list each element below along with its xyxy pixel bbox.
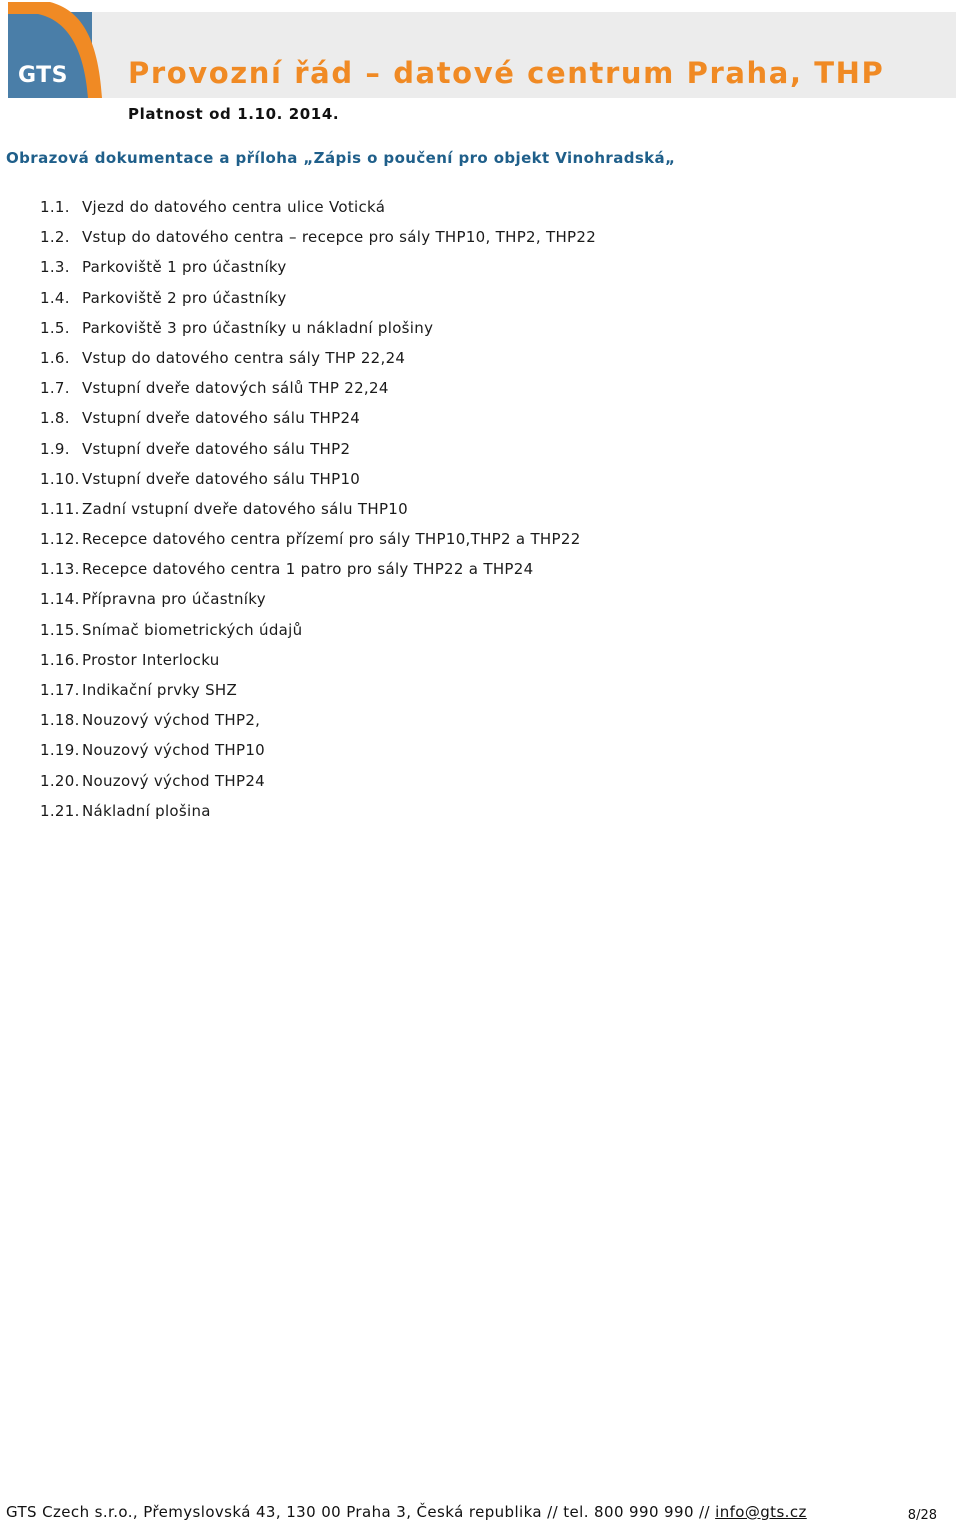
toc-item <box>40 258 596 288</box>
toc-text: Vstupní dveře datového sálu THP24 <box>82 409 361 428</box>
toc-number: 1.7. <box>40 379 70 398</box>
toc-number: 1.12. <box>40 530 80 549</box>
toc-text: Prostor Interlocku <box>82 650 220 669</box>
toc-text: Vstupní dveře datových sálů THP 22,24 <box>82 379 389 398</box>
toc-text: Nouzový východ THP10 <box>82 741 266 760</box>
toc-item <box>40 802 596 832</box>
toc-number: 1.8. <box>40 409 70 428</box>
toc-text: Recepce datového centra 1 patro pro sály THP22 a THP24 <box>82 560 534 579</box>
toc-item <box>40 711 596 741</box>
toc-number: 1.10. <box>40 469 80 488</box>
toc-item <box>40 530 596 560</box>
toc-item <box>40 681 596 711</box>
toc-text: Parkoviště 2 pro účastníky <box>82 288 287 307</box>
toc-text: Vstupní dveře datového sálu THP10 <box>82 469 361 488</box>
document-title: Provozní řád – datové centrum Praha, THP <box>128 56 885 90</box>
table-of-contents <box>40 198 596 832</box>
toc-text: Snímač biometrických údajů <box>82 620 303 639</box>
toc-item <box>40 621 596 651</box>
toc-item <box>40 349 596 379</box>
toc-item <box>40 409 596 439</box>
toc-text: Zadní vstupní dveře datového sálu THP10 <box>82 499 408 518</box>
toc-text: Recepce datového centra přízemí pro sály THP10,THP2 a THP22 <box>82 530 581 549</box>
toc-number: 1.11. <box>40 499 80 518</box>
toc-text: Nouzový východ THP2, <box>82 711 261 730</box>
toc-text: Vjezd do datového centra ulice Votická <box>82 198 386 216</box>
toc-number: 1.5. <box>40 318 70 337</box>
logo-text: GTS <box>18 63 69 88</box>
toc-number: 1.21. <box>40 801 80 820</box>
toc-item <box>40 198 596 228</box>
toc-text: Vstupní dveře datového sálu THP2 <box>82 439 351 458</box>
footer-email-link[interactable]: info@gts.cz <box>715 1503 807 1521</box>
toc-number: 1.15. <box>40 620 80 639</box>
toc-item <box>40 228 596 258</box>
toc-text: Nouzový východ THP24 <box>82 771 266 790</box>
toc-number: 1.4. <box>40 288 70 307</box>
toc-text: Přípravna pro účastníky <box>82 590 266 609</box>
toc-item <box>40 741 596 771</box>
toc-number: 1.13. <box>40 560 80 579</box>
toc-item <box>40 651 596 681</box>
toc-number: 1.1. <box>40 198 70 216</box>
toc-text: Indikační prvky SHZ <box>82 681 238 699</box>
toc-item <box>40 772 596 802</box>
toc-number: 1.3. <box>40 258 70 277</box>
toc-number: 1.18. <box>40 711 80 730</box>
toc-number: 1.2. <box>40 228 70 247</box>
footer <box>6 1503 807 1521</box>
toc-item <box>40 500 596 530</box>
toc-item <box>40 440 596 470</box>
toc-text: Vstup do datového centra sály THP 22,24 <box>82 348 406 367</box>
gts-logo <box>8 2 104 98</box>
toc-item <box>40 289 596 319</box>
section-heading: Obrazová dokumentace a příloha „Zápis o poučení pro objekt Vinohradská„ <box>6 149 676 167</box>
validity-date: Platnost od 1.10. 2014. <box>128 105 340 123</box>
toc-number: 1.20. <box>40 771 80 790</box>
toc-item <box>40 470 596 500</box>
toc-text: Nákladní plošina <box>82 801 211 820</box>
toc-text: Parkoviště 3 pro účastníky u nákladní plošiny <box>82 318 434 337</box>
page-number: 8/28 <box>907 1508 937 1523</box>
toc-text: Parkoviště 1 pro účastníky <box>82 258 287 277</box>
toc-item <box>40 319 596 349</box>
toc-item <box>40 379 596 409</box>
toc-number: 1.6. <box>40 348 70 367</box>
toc-number: 1.9. <box>40 439 70 458</box>
toc-item <box>40 560 596 590</box>
toc-text: Vstup do datového centra – recepce pro sály THP10, THP2, THP22 <box>82 228 597 247</box>
toc-number: 1.14. <box>40 590 80 609</box>
footer-company-info: GTS Czech s.r.o., Přemyslovská 43, 130 00 Praha 3, Česká republika // tel. 800 990 990 // <box>6 1503 716 1521</box>
toc-number: 1.17. <box>40 681 80 699</box>
toc-number: 1.16. <box>40 650 80 669</box>
toc-number: 1.19. <box>40 741 80 760</box>
toc-item <box>40 590 596 620</box>
